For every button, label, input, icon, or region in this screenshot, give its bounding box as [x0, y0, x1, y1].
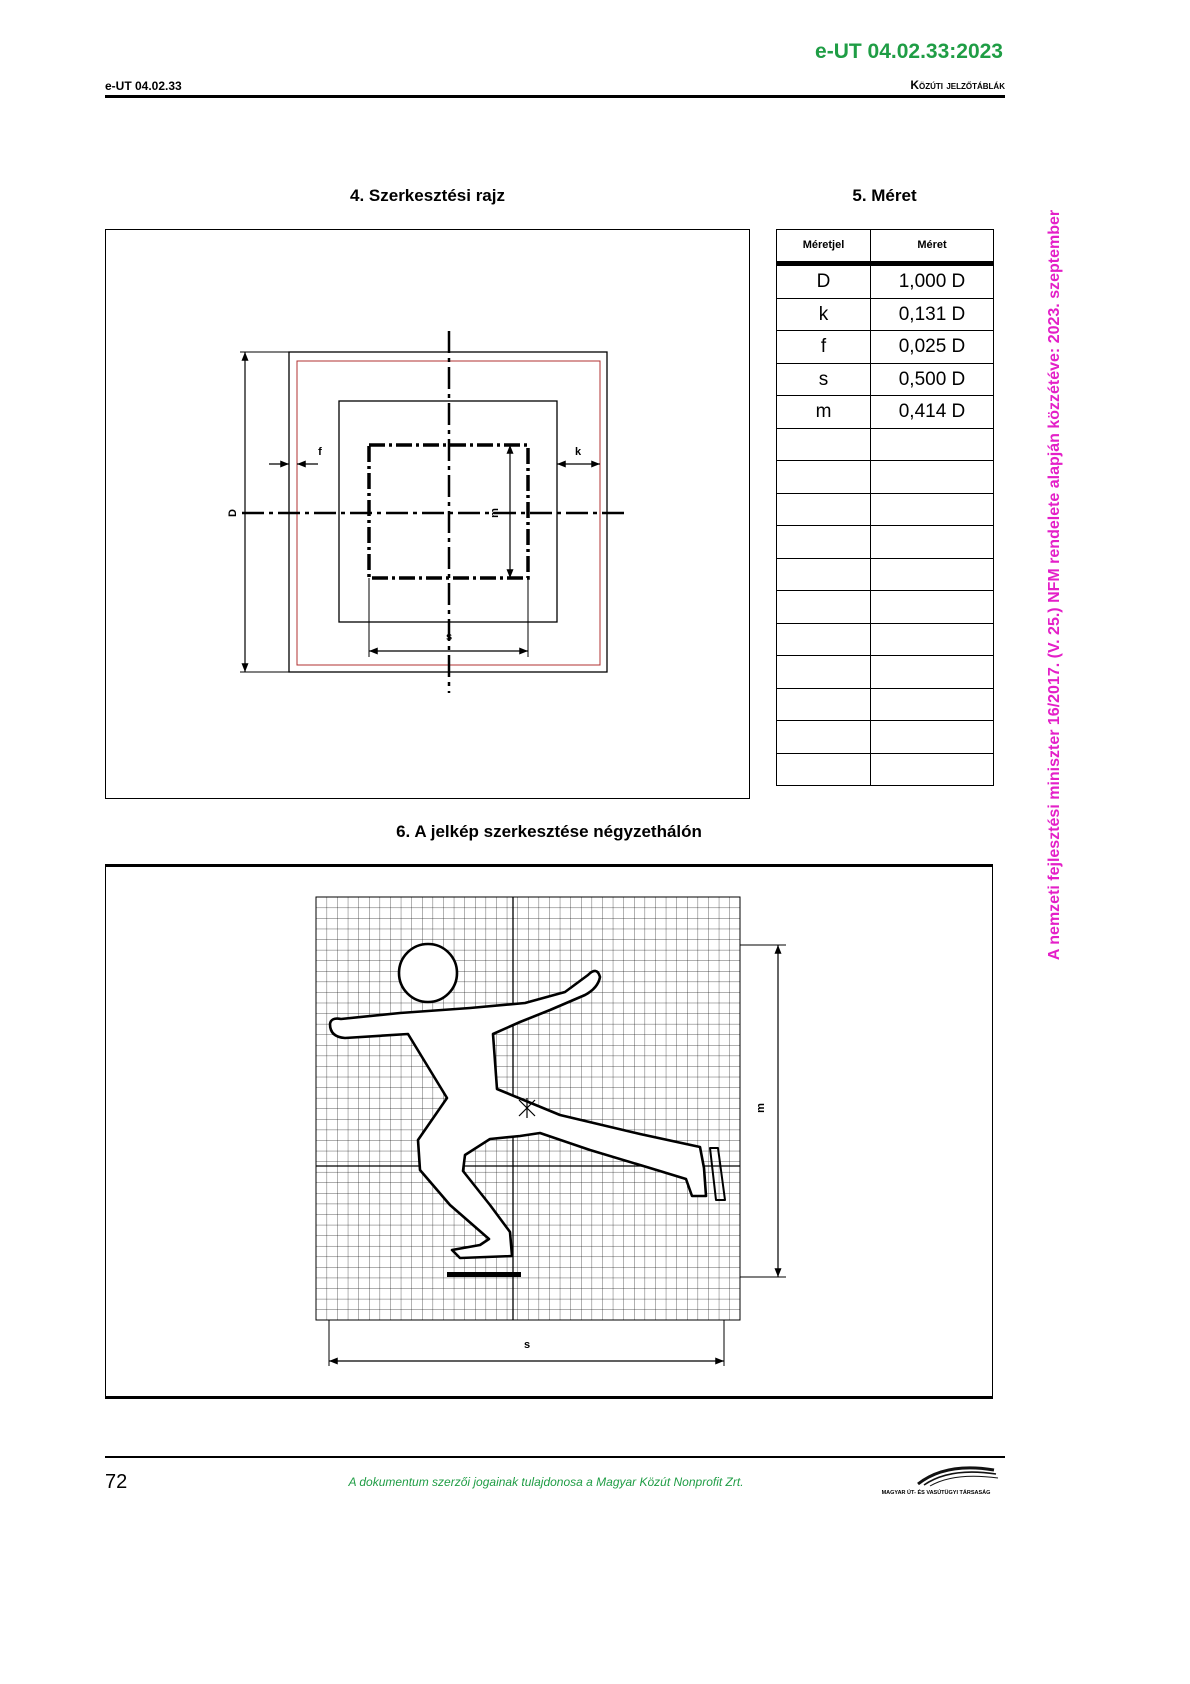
- front-skate-blade: [447, 1272, 521, 1277]
- society-logo: [866, 1460, 1006, 1496]
- dimension-value-cell: 0,025 D: [871, 331, 994, 364]
- column-header-size: Méret: [871, 230, 994, 264]
- dimension-value-cell: 0,131 D: [871, 298, 994, 331]
- construction-drawing-title: 4. Szerkesztési rajz: [350, 186, 505, 205]
- dimension-label-d: D: [226, 509, 239, 517]
- construction-drawing: [240, 331, 626, 693]
- dimension-value-cell: 0,500 D: [871, 363, 994, 396]
- grid-construction-title: 6. A jelkép szerkesztése négyzethálón: [396, 822, 702, 841]
- size-table-title: 5. Méret: [852, 186, 917, 205]
- dimension-label-s: s: [445, 630, 453, 643]
- grid-dimension-label-s: s: [523, 1338, 531, 1351]
- dimension-label-m: m: [488, 508, 501, 518]
- dimension-label-k: k: [574, 445, 582, 458]
- dimension-symbol-cell: m: [777, 396, 871, 429]
- footer-rule: [105, 1456, 1005, 1458]
- dimension-symbol-cell: D: [777, 264, 871, 299]
- logo-text: MAGYAR ÚT- ÉS VASÚTÜGYI TÁRSASÁG: [881, 1490, 991, 1496]
- publication-note: A nemzeti fejlesztési miniszter 16/2017. (V. 25.) NFM rendelete alapján közzétéve: 2023. szeptember: [1046, 209, 1063, 961]
- grid-dimension-label-m: m: [754, 1103, 767, 1113]
- dimension-label-f: f: [318, 445, 322, 458]
- header-section-title: Közúti jelzőtáblák: [910, 78, 1005, 92]
- skater-head: [399, 944, 457, 1002]
- page-number: 72: [105, 1471, 128, 1493]
- dimension-symbol-cell: f: [777, 331, 871, 364]
- document-code-top: e-UT 04.02.33:2023: [815, 40, 1003, 63]
- symbol-grid-drawing: [316, 897, 786, 1366]
- logo-swoosh-icon: [866, 1460, 1006, 1488]
- copyright-notice: A dokumentum szerzői jogainak tulajdonosa a Magyar Közút Nonprofit Zrt.: [348, 1475, 744, 1489]
- header-doc-code: e-UT 04.02.33: [105, 79, 182, 93]
- column-header-symbol: Méretjel: [777, 230, 871, 264]
- dimension-value-cell: 1,000 D: [871, 264, 994, 299]
- dimension-symbol-cell: k: [777, 298, 871, 331]
- dimension-value-cell: 0,414 D: [871, 396, 994, 429]
- dimension-symbol-cell: s: [777, 363, 871, 396]
